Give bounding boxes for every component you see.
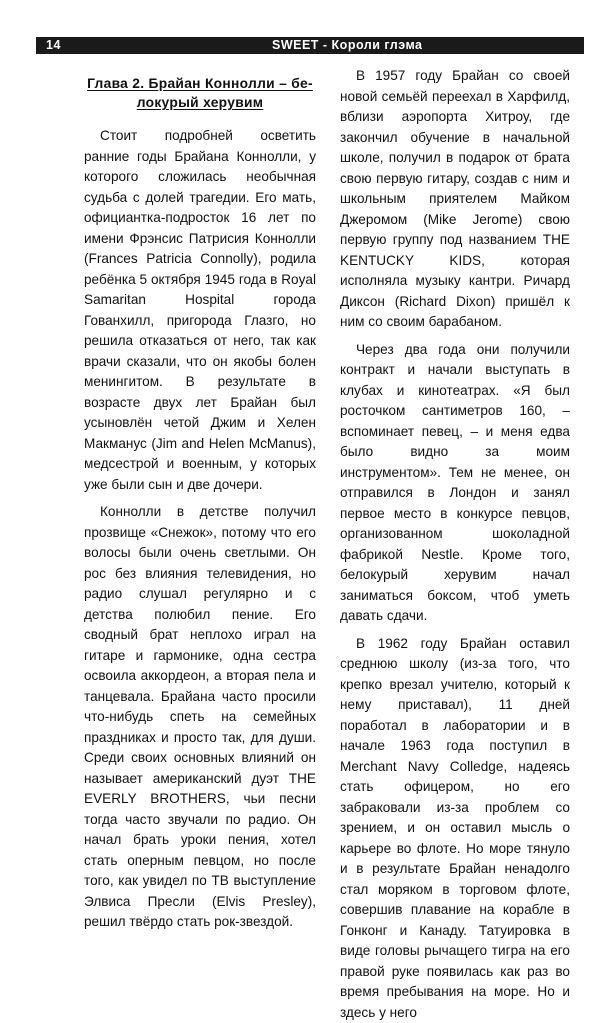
left-column <box>84 74 316 933</box>
paragraph: Через два года они получили контракт и начали выступать в клубах и кинотеатрах. «Я был росточком сантиметров 160, – вспоминает певец, – и меня едва было видно за моим инструментом». Тем не менее, он отправился в Лондон и занял первое место в конкурсе певцов, организованном шоколадной фабрикой Nestle. Кроме того, белокурый херувим начал заниматься боксом, чтоб уметь давать сдачи. <box>340 340 570 627</box>
page-number: 14 <box>46 37 61 54</box>
running-title: SWEET - Короли глэма <box>272 37 423 54</box>
chapter-heading-line2: локурый херувим <box>137 95 264 110</box>
chapter-heading-line1: Глава 2. Брайан Коннолли – бе- <box>87 76 313 91</box>
chapter-heading <box>84 74 316 112</box>
running-header <box>36 37 584 54</box>
right-column <box>340 66 570 1023</box>
paragraph: В 1957 году Брайан со своей новой семьёй переехал в Харфилд, вблизи аэропорта Хитроу, где закончил обучение в начальной школе, получил в подарок от брата свою первую гитару, создав с ним и школьным приятелем Майком Джеромом (Mike Jerome) свою первую группу под названием THE KENTUCKY KIDS, которая исполняла музыку кантри. Ричард Диксон (Richard Dixon) пришёл к ним со своим барабаном. <box>340 66 570 333</box>
paragraph: Коннолли в детстве получил прозвище «Снежок», потому что его волосы были очень светлыми. Он рос без влияния телевидения, но радио слушал регулярно и с детства полюбил пение. Его сводный брат неплохо играл на гитаре и гармонике, одна сестра освоила аккордеон, а вторая пела и танцевала. Брайана часто просили что-нибудь спеть на семейных праздниках и просто так, для души. Среди своих основных влияний он называет американский дуэт THE EVERLY BROTHERS, чьи песни тогда часто звучали по радио. Он начал брать уроки пения, хотел стать оперным певцом, но после того, как увидел по ТВ выступление Элвиса Пресли (Elvis Presley), решил твёрдо стать рок-звездой. <box>84 502 316 933</box>
paragraph: Стоит подробней осветить ранние годы Брайана Коннолли, у которого сложилась необычная судьба с долей трагедии. Его мать, официантка-подросток 16 лет по имени Фрэнсис Патрисия Коннолли (Frances Patricia Connolly), родила ребёнка 5 октября 1945 года в Royal Samaritan Hospital города Гованхилл, пригорода Глазго, но решила отказаться от него, так как врачи сказали, что он якобы болен менингитом. В результате в возрасте двух лет Брайан был усыновлён четой Джим и Хелен Макманус (Jim and Helen McManus), медсестрой и военным, у которых уже были сын и две дочери. <box>84 126 316 495</box>
paragraph: В 1962 году Брайан оставил среднюю школу (из-за того, что крепко врезал учителю, который к нему приставал), 11 дней поработал в лаборатории и в начале 1963 года поступил в Merchant Navy Colledge, надеясь стать офицером, но его забраковали из-за проблем со зрением, и он оставил мысль о карьере во флоте. Но море тянуло и в результате Брайан ненадолго стал моряком в торговом флоте, совершив плавание на корабле в Гонконг и Канаду. Татуировка в виде головы рычащего тигра на его правой руке появилась как раз во время пребывания на море. Но и здесь у него <box>340 634 570 1023</box>
